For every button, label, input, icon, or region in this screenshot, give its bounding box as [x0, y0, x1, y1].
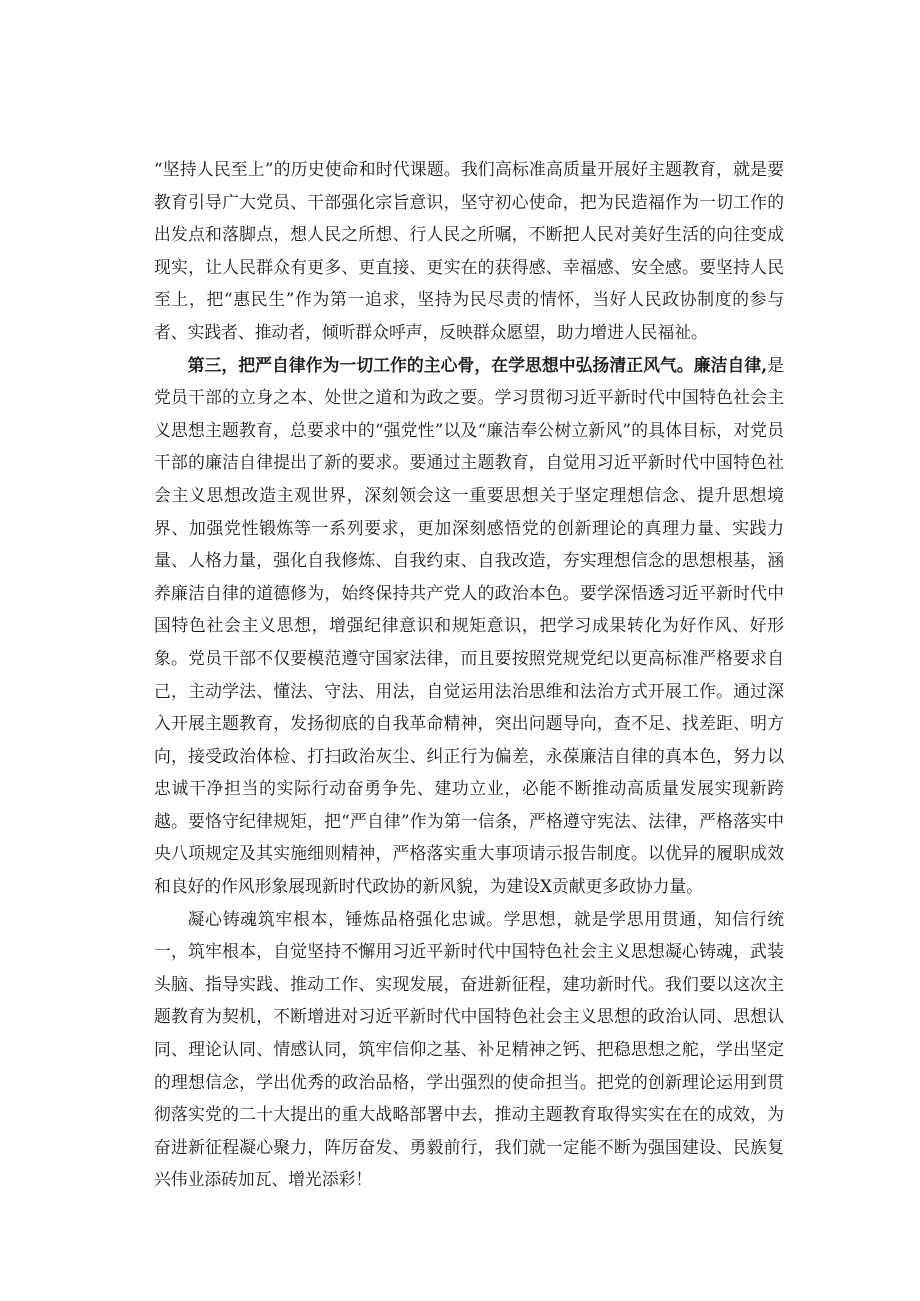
- paragraph-2-bold-lead: 第三，把严自律作为一切工作的主心骨，在学思想中弘扬清正风气。廉洁自律,: [187, 354, 768, 375]
- paragraph-2-text: 是党员干部的立身之本、处世之道和为政之要。学习贯彻习近平新时代中国特色社会主义思想主题教育，总要求中的“强党性”以及“廉洁奉公树立新风”的具体目标，对党员干部的廉洁自律提出了新的要求。要通过主题教育，自觉用习近平新时代中国特色社会主义思想改造主观世界，深刻领会这一重要思想关于坚定理想信念、提升思想境界、加强党性锻炼等一系列要求，更加深刻感悟党的创新理论的真理力量、实践力量、人格力量，强化自我修炼、自我约束、自我改造，夯实理想信念的思想根基，涵养廉洁自律的道德修为，始终保持共产党人的政治本色。要学深悟透习近平新时代中国特色社会主义思想，增强纪律意识和规矩意识，把学习成果转化为好作风、好形象。党员干部不仅要模范遵守国家法律，而且要按照党规党纪以更高标准严格要求自己，主动学法、懂法、守法、用法，自觉运用法治思维和法治方式开展工作。通过深入开展主题教育，发扬彻底的自我革命精神，突出问题导向，查不足、找差距、明方向，接受政治体检、打扫政治灰尘、纠正行为偏差，永葆廉洁自律的真本色，努力以忠诚干净担当的实际行动奋勇争先、建功立业，必能不断推动高质量发展实现新跨越。要恪守纪律规矩，把“严自律”作为第一信条，严格遵守宪法、法律，严格落实中央八项规定及其实施细则精神，严格落实重大事项请示报告制度。以优异的履职成效和良好的作风形象展现新时代政协的新风貌，为建设X贡献更多政协力量。: [154, 354, 784, 897]
- paragraph-1-text: “坚持人民至上”的历史使命和时代课题。我们高标准高质量开展好主题教育，就是要教育引导广大党员、干部强化宗旨意识，坚守初心使命，把为民造福作为一切工作的出发点和落脚点，想人民之所想、行人民之所嘱，不断把人民对美好生活的向往变成现实，让人民群众有更多、更直接、更实在的获得感、幸福感、安全感。要坚持人民至上，把“惠民生”作为第一追求，坚持为民尽责的情怀，当好人民政协制度的参与者、实践者、推动者，倾听群众呼声，反映群众愿望，助力增进人民福祉。: [154, 159, 784, 342]
- paragraph-3: [154, 903, 784, 1196]
- paragraph-3-text: 凝心铸魂筑牢根本，锤炼品格强化忠诚。学思想，就是学思用贯通，知信行统一，筑牢根本，自觉坚持不懈用习近平新时代中国特色社会主义思想凝心铸魂，武装头脑、指导实践、推动工作、实现发展，奋进新征程，建功新时代。我们要以这次主题教育为契机，不断增进对习近平新时代中国特色社会主义思想的政治认同、思想认同、理论认同、情感认同，筑牢信仰之基、补足精神之钙、把稳思想之舵，学出坚定的理想信念，学出优秀的政治品格，学出强烈的使命担当。把党的创新理论运用到贯彻落实党的二十大提出的重大战略部署中去，推动主题教育取得实实在在的成效，为奋进新征程凝心聚力，阵厉奋发、勇毅前行，我们就一定能不断为强国建设、民族复兴伟业添砖加瓦、增光添彩！: [154, 908, 784, 1190]
- paragraph-1: [154, 153, 784, 349]
- paragraph-2: [154, 349, 784, 903]
- document-body: [154, 153, 784, 1196]
